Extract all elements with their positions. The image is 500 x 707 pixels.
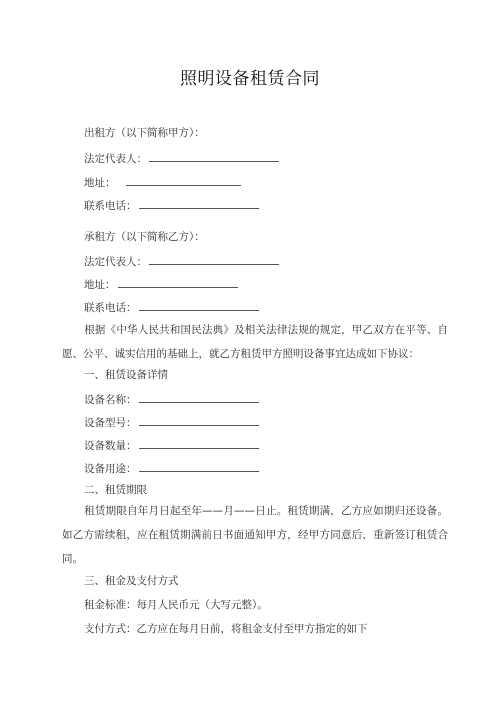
lessee-phone-field [84, 299, 259, 315]
equipment-model-blank [139, 414, 259, 426]
lessor-heading: 出租方（以下简称甲方）： [84, 127, 205, 139]
lease-term-paragraph [62, 499, 448, 571]
rent-standard-line: 租金标准：每月人民币元（大写元整）。 [84, 599, 268, 611]
section3-heading: 三、租金及支付方式 [84, 575, 179, 587]
equipment-name-label: 设备名称： [84, 394, 137, 406]
section1-heading: 一、租赁设备详情 [84, 369, 168, 381]
lessor-phone-field [84, 197, 259, 213]
lessee-phone-label: 联系电话： [84, 302, 137, 314]
lessor-representative-blank [149, 150, 279, 162]
lessor-representative-field [84, 150, 279, 166]
equipment-purpose-label: 设备用途： [84, 463, 137, 475]
preamble-text: 根据《中华人民共和国民法典》及相关法律法规的规定，甲乙双方在平等、自愿、公平、诚实信用的基础上，就乙方租赁甲方照明设备事宜达成如下协议： [62, 324, 448, 360]
lease-term-text: 租赁期限自年月日起至年——月——日止。租赁期满，乙方应如期归还设备。如乙方需续租，应在租赁期满前日书面通知甲方，经甲方同意后，重新签订租赁合同。 [62, 505, 448, 565]
lessee-heading: 承租方（以下简称乙方）： [84, 231, 205, 243]
lessor-phone-blank [139, 197, 259, 209]
equipment-name-blank [139, 391, 259, 403]
equipment-model-label: 设备型号： [84, 417, 137, 429]
lessee-address-blank [118, 276, 238, 288]
lessee-representative-field [84, 253, 279, 269]
payment-method-line: 支付方式：乙方应在每月日前，将租金支付至甲方指定的如下 [84, 623, 368, 635]
lessee-representative-label: 法定代表人： [84, 256, 147, 268]
lessor-address-field [84, 174, 241, 190]
lessee-address-field [84, 276, 238, 292]
equipment-quantity-blank [139, 437, 259, 449]
lessor-phone-label: 联系电话： [84, 200, 137, 212]
lessee-address-label: 地址： [84, 279, 116, 291]
equipment-name-field [84, 391, 259, 407]
equipment-purpose-field [84, 460, 259, 476]
equipment-quantity-label: 设备数量： [84, 440, 137, 452]
preamble-paragraph [62, 318, 448, 366]
equipment-quantity-field [84, 437, 259, 453]
equipment-purpose-blank [139, 460, 259, 472]
lessee-representative-blank [149, 253, 279, 265]
lessee-phone-blank [139, 299, 259, 311]
document-title: 照明设备租赁合同 [180, 69, 320, 89]
lessor-representative-label: 法定代表人： [84, 153, 147, 165]
lessor-address-label: 地址： [84, 177, 116, 189]
section2-heading: 二、租赁期限 [84, 484, 147, 496]
lessor-address-blank [126, 174, 241, 186]
equipment-model-field [84, 414, 259, 430]
